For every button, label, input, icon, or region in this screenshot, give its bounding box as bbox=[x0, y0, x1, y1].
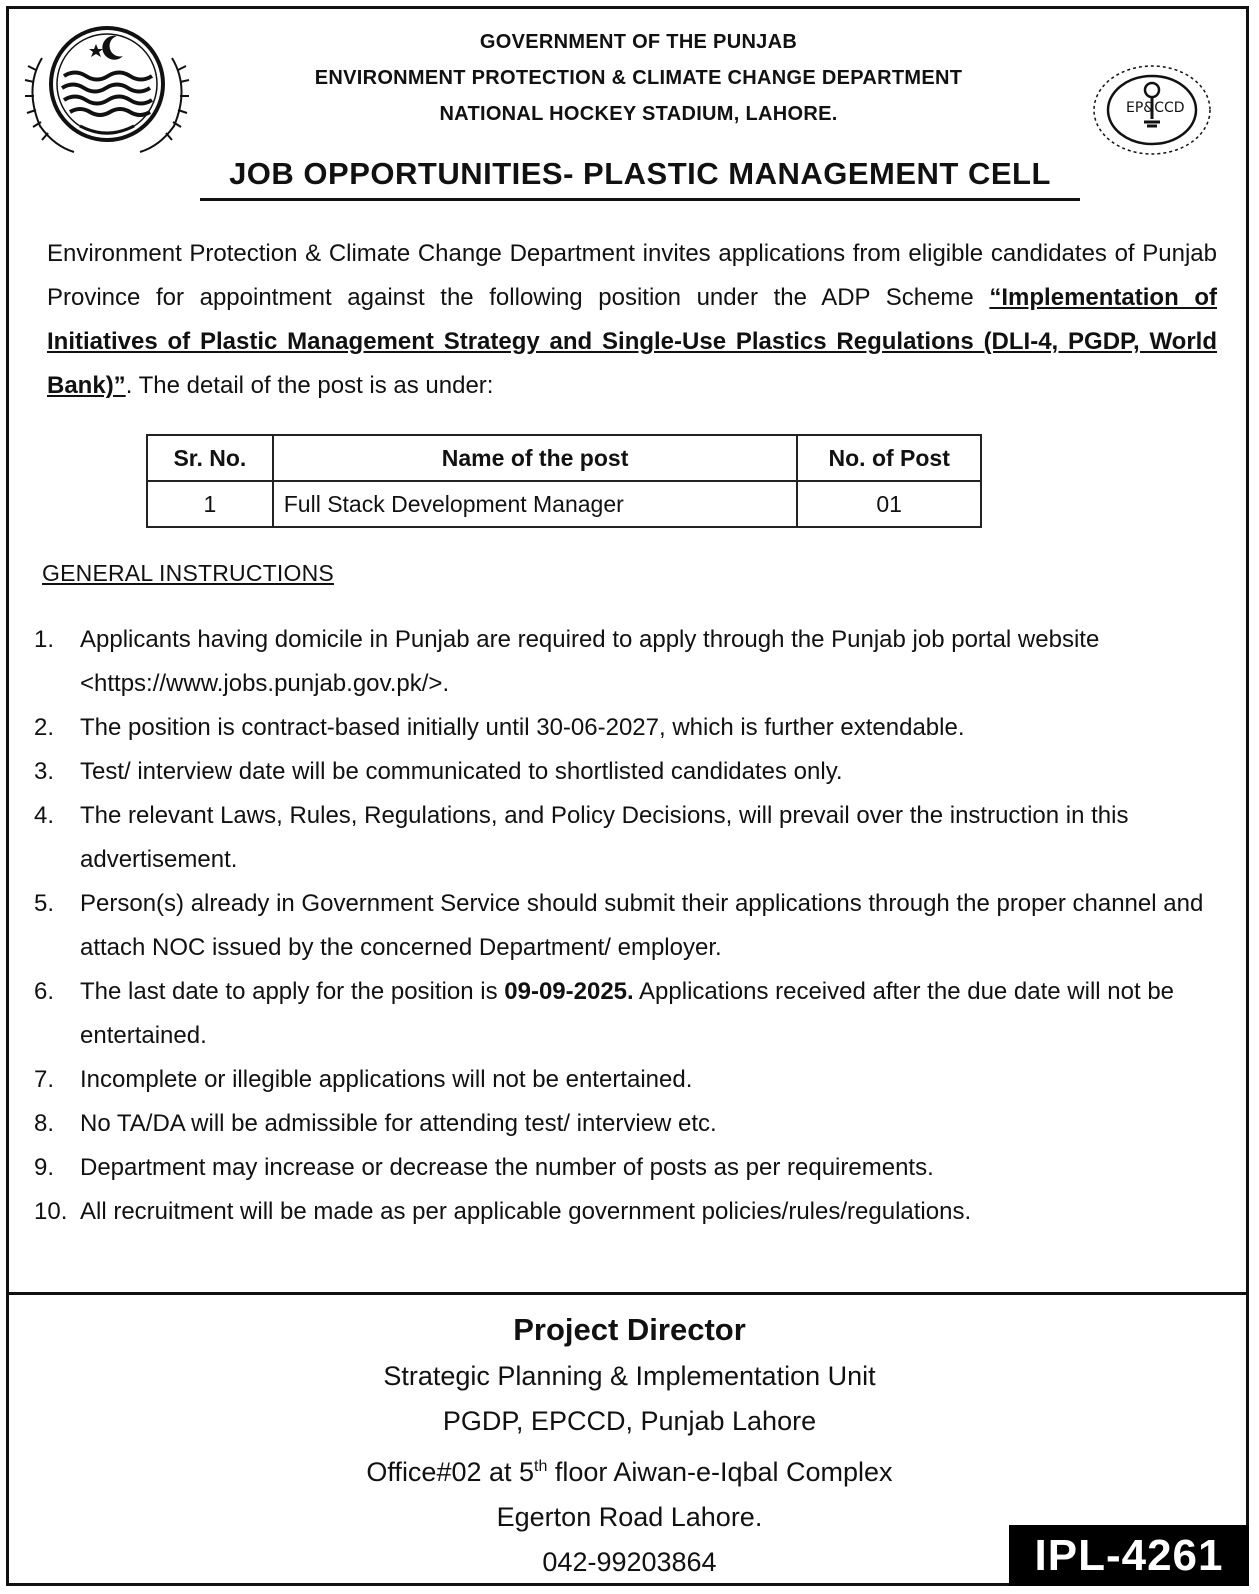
item-text: All recruitment will be made as per applicable government policies/rules/regulations. bbox=[80, 1198, 972, 1225]
header-line-address: NATIONAL HOCKEY STADIUM, LAHORE. bbox=[439, 103, 838, 125]
intro-tail: . The detail of the post is as under: bbox=[125, 372, 494, 399]
list-item bbox=[34, 1146, 1219, 1190]
item-text: Test/ interview date will be communicated to shortlisted candidates only. bbox=[80, 758, 843, 785]
list-item bbox=[34, 706, 1219, 750]
unit-name: Strategic Planning & Implementation Unit bbox=[383, 1361, 876, 1391]
cell-post-name: Full Stack Development Manager bbox=[273, 481, 798, 527]
item-text: Department may increase or decrease the number of posts as per requirements. bbox=[80, 1154, 934, 1181]
organization: PGDP, EPCCD, Punjab Lahore bbox=[442, 1406, 817, 1436]
phone-number: 042-99203864 bbox=[542, 1547, 717, 1577]
road-address: Egerton Road Lahore. bbox=[496, 1502, 763, 1532]
item-number: 5. bbox=[34, 890, 55, 917]
item-number: 10. bbox=[34, 1198, 68, 1225]
footer-divider bbox=[6, 1292, 1249, 1295]
ad-code-badge: IPL-4261 bbox=[1009, 1525, 1249, 1586]
office-address-pre: Office#02 at 5 bbox=[366, 1457, 535, 1487]
office-floor-suffix: th bbox=[534, 1458, 548, 1475]
item-number: 3. bbox=[34, 758, 55, 785]
item-text: No TA/DA will be admissible for attending test/ interview etc. bbox=[80, 1110, 717, 1137]
instructions-list bbox=[34, 618, 1219, 1234]
item-text: Person(s) already in Government Service should submit their applications through the proper channel and attach NOC issued by the concerned Department/ employer. bbox=[80, 890, 1204, 961]
list-item bbox=[34, 750, 1219, 794]
item-text: Incomplete or illegible applications will not be entertained. bbox=[80, 1066, 693, 1093]
col-header-post-name: Name of the post bbox=[273, 435, 798, 481]
instructions-heading: GENERAL INSTRUCTIONS bbox=[42, 560, 334, 586]
col-header-no-of-post: No. of Post bbox=[797, 435, 981, 481]
cell-sr-no: 1 bbox=[147, 481, 273, 527]
list-item bbox=[34, 882, 1219, 970]
intro-paragraph bbox=[47, 232, 1217, 408]
item-number: 7. bbox=[34, 1066, 55, 1093]
item-text: The position is contract-based initially until 30-06-2027, which is further extendable. bbox=[80, 714, 965, 741]
epccd-logo-text: EP&CCD bbox=[1126, 100, 1185, 116]
office-address-post: floor Aiwan-e-Iqbal Complex bbox=[547, 1457, 893, 1487]
list-item bbox=[34, 1190, 1219, 1234]
item-number: 9. bbox=[34, 1154, 55, 1181]
header-line-government: GOVERNMENT OF THE PUNJAB bbox=[479, 31, 798, 53]
department-header bbox=[0, 24, 1259, 132]
item-text: Applicants having domicile in Punjab are required to apply through the Punjab job portal website <https://www.jobs.punjab.gov.pk/>. bbox=[80, 626, 1100, 697]
list-item bbox=[34, 1058, 1219, 1102]
posts-table bbox=[146, 434, 982, 528]
list-item bbox=[34, 1102, 1219, 1146]
list-item bbox=[34, 970, 1219, 1058]
list-item bbox=[34, 794, 1219, 882]
item-number: 8. bbox=[34, 1110, 55, 1137]
table-row bbox=[147, 481, 981, 527]
intro-lead: Environment Protection & Climate Change Department invites applications from eligible candidates of Punjab Province for appointment against the following position under the ADP Scheme bbox=[47, 240, 1217, 311]
item-number: 4. bbox=[34, 802, 55, 829]
item-number: 2. bbox=[34, 714, 55, 741]
last-date: 09-09-2025. bbox=[504, 978, 634, 1005]
cell-no-of-post: 01 bbox=[797, 481, 981, 527]
scheme-name: “Implementation of Initiatives of Plastic Management Strategy and Single-Use Plastics Regulations (DLI-4, PGDP, World Bank)” bbox=[47, 284, 1217, 399]
list-item bbox=[34, 618, 1219, 706]
designation: Project Director bbox=[513, 1312, 746, 1347]
item-number: 6. bbox=[34, 978, 55, 1005]
office-address bbox=[0, 1444, 1259, 1495]
table-header-row bbox=[147, 435, 981, 481]
item-text-post: Applications received after the due date will not be entertained. bbox=[80, 978, 1175, 1049]
item-text-pre: The last date to apply for the position is bbox=[80, 978, 505, 1005]
ad-title: JOB OPPORTUNITIES- PLASTIC MANAGEMENT CELL bbox=[200, 154, 1080, 201]
item-number: 1. bbox=[34, 626, 55, 653]
header-line-department: ENVIRONMENT PROTECTION & CLIMATE CHANGE DEPARTMENT bbox=[314, 67, 963, 89]
item-text: The relevant Laws, Rules, Regulations, and Policy Decisions, will prevail over the instruction in this advertisement. bbox=[80, 802, 1129, 873]
col-header-sr-no: Sr. No. bbox=[147, 435, 273, 481]
